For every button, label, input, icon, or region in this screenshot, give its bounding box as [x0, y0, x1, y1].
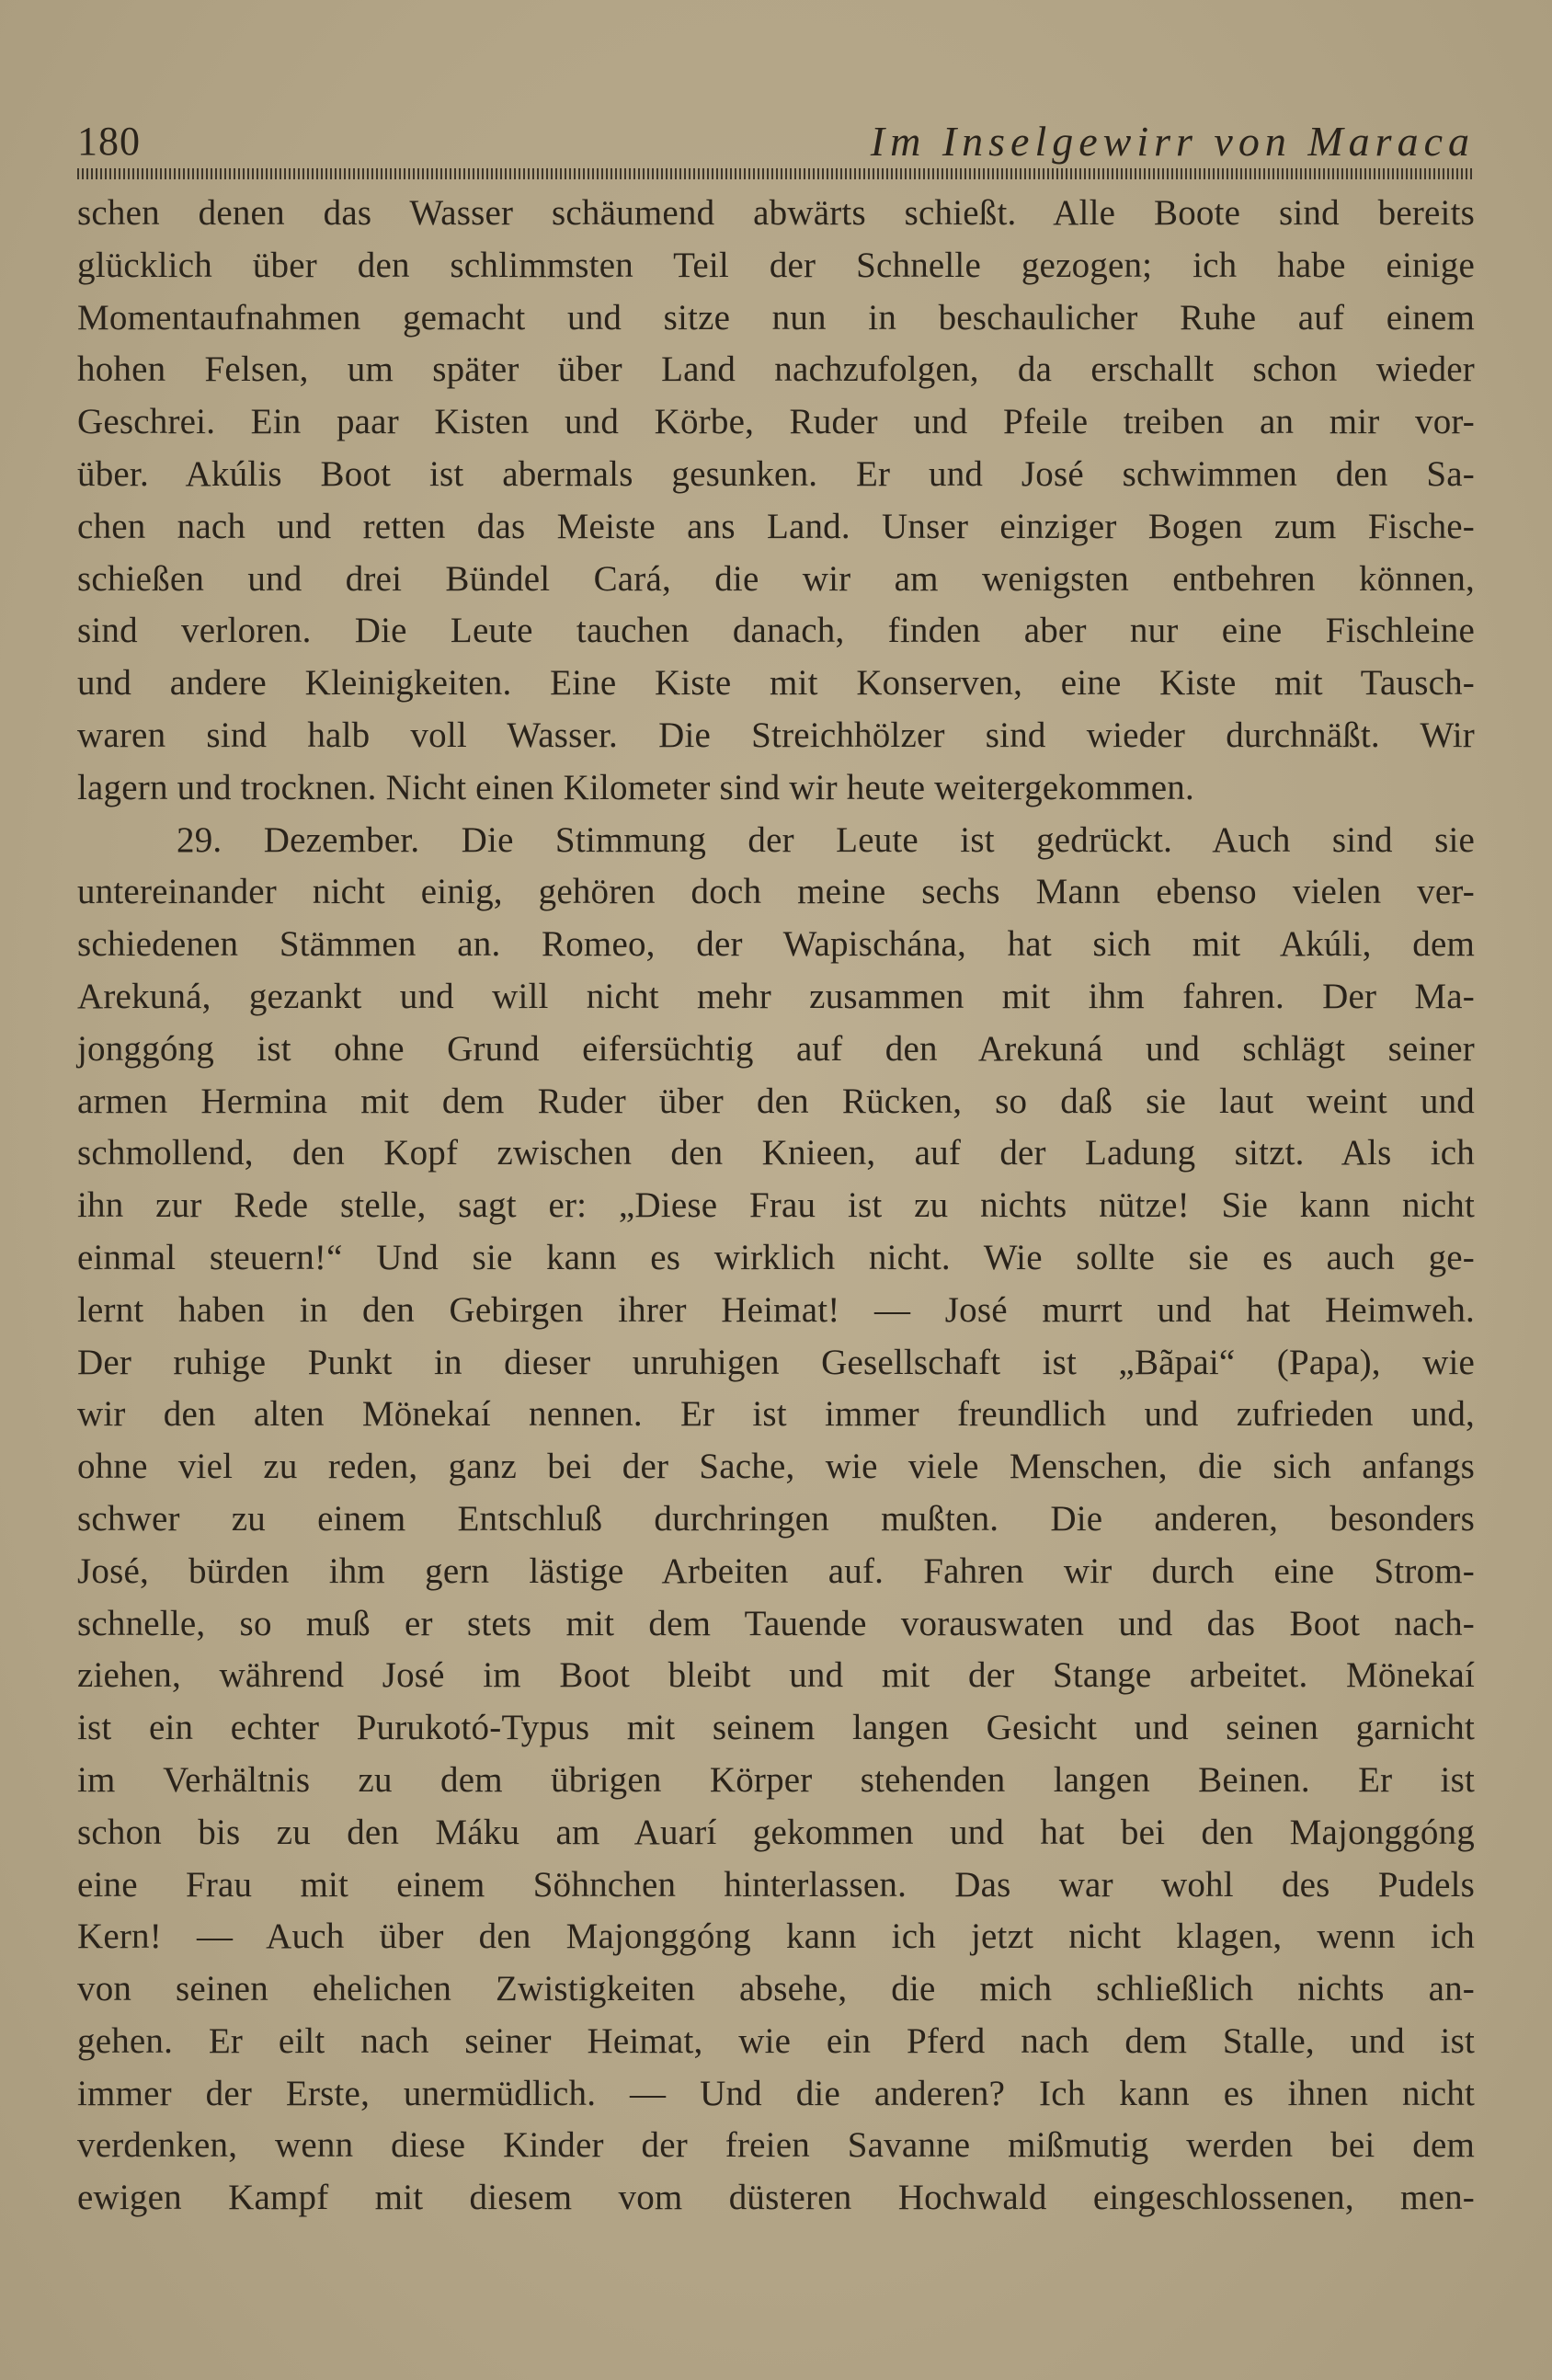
text-line: lernt haben in den Gebirgen ihrer Heimat! — José murrt und hat Heimweh. [77, 1289, 1475, 1330]
text-line: jonggóng ist ohne Grund eifersüchtig auf den Arekuná und schlägt seiner [77, 1028, 1475, 1069]
text-line: schmollend, den Kopf zwischen den Knieen, auf der Ladung sitzt. Als ich [77, 1133, 1475, 1173]
text-line: gehen. Er eilt nach seiner Heimat, wie ein Pferd nach dem Stalle, und ist [77, 2020, 1475, 2061]
text-line: Der ruhige Punkt in dieser unruhigen Gesellschaft ist „Bãpai“ (Papa), wie [77, 1342, 1475, 1382]
header-rule [77, 168, 1475, 179]
text-line: ihn zur Rede stelle, sagt er: „Diese Frau ist zu nichts nütze! Sie kann nicht [77, 1185, 1475, 1226]
body-text [77, 188, 1475, 2248]
text-line: armen Hermina mit dem Ruder über den Rücken, so daß sie laut weint und [77, 1081, 1475, 1121]
text-line: wir den alten Mönekaí nennen. Er ist immer freundlich und zufrieden und, [77, 1394, 1475, 1435]
text-line: ewigen Kampf mit diesem vom düsteren Hochwald eingeschlossenen, men- [77, 2178, 1475, 2218]
text-line: schon bis zu den Máku am Auarí gekommen und hat bei den Majonggóng [77, 1812, 1475, 1852]
text-line: im Verhältnis zu dem übrigen Körper stehenden langen Beinen. Er ist [77, 1759, 1475, 1800]
text-line: schwer zu einem Entschluß durchringen mußten. Die anderen, besonders [77, 1498, 1475, 1539]
text-line: Kern! — Auch über den Majonggóng kann ich jetzt nicht klagen, wenn ich [77, 1917, 1475, 1957]
text-line: ziehen, während José im Boot bleibt und mit der Stange arbeitet. Mönekaí [77, 1655, 1475, 1696]
text-line: und andere Kleinigkeiten. Eine Kiste mit Konserven, eine Kiste mit Tausch- [77, 663, 1475, 704]
text-line: von seinen ehelichen Zwistigkeiten absehe, die mich schließlich nichts an- [77, 1969, 1475, 2009]
text-line: glücklich über den schlimmsten Teil der Schnelle gezogen; ich habe einige [77, 245, 1475, 285]
page-header [77, 114, 1475, 169]
text-line: schießen und drei Bündel Cará, die wir am wenigsten entbehren können, [77, 558, 1475, 599]
text-line: 29. Dezember. Die Stimmung der Leute ist gedrückt. Auch sind sie [177, 819, 1475, 860]
page-number: 180 [77, 119, 141, 164]
text-line: schnelle, so muß er stets mit dem Tauende vorauswaten und das Boot nach- [77, 1603, 1475, 1643]
text-line: eine Frau mit einem Söhnchen hinterlassen. Das war wohl des Pudels [77, 1864, 1475, 1905]
running-title: Im Inselgewirr von Maraca [870, 118, 1475, 165]
text-line: über. Akúlis Boot ist abermals gesunken. Er und José schwimmen den Sa- [77, 453, 1475, 494]
text-line: José, bürden ihm gern lästige Arbeiten auf. Fahren wir durch eine Strom- [77, 1550, 1475, 1591]
text-line: chen nach und retten das Meiste ans Land. Unser einziger Bogen zum Fische- [77, 506, 1475, 546]
text-line: hohen Felsen, um später über Land nachzufolgen, da erschallt schon wieder [77, 349, 1475, 390]
text-line: lagern und trocknen. Nicht einen Kilometer sind wir heute weitergekommen. [77, 767, 1194, 807]
text-line: ist ein echter Purukotó-Typus mit seinem langen Gesicht und seinen garnicht [77, 1708, 1475, 1748]
text-line: Arekuná, gezankt und will nicht mehr zusammen mit ihm fahren. Der Ma- [77, 976, 1475, 1016]
text-line: schiedenen Stämmen an. Romeo, der Wapischána, hat sich mit Akúli, dem [77, 924, 1475, 965]
text-line: Momentaufnahmen gemacht und sitze nun in beschaulicher Ruhe auf einem [77, 297, 1475, 338]
text-line: ohne viel zu reden, ganz bei der Sache, wie viele Menschen, die sich anfangs [77, 1447, 1475, 1487]
text-line: untereinander nicht einig, gehören doch meine sechs Mann ebenso vielen ver- [77, 872, 1475, 912]
text-line: schen denen das Wasser schäumend abwärts schießt. Alle Boote sind bereits [77, 193, 1475, 233]
text-line: verdenken, wenn diese Kinder der freien Savanne mißmutig werden bei dem [77, 2125, 1475, 2166]
text-line: sind verloren. Die Leute tauchen danach, finden aber nur eine Fischleine [77, 611, 1475, 651]
text-line: Geschrei. Ein paar Kisten und Körbe, Ruder und Pfeile treiben an mir vor- [77, 402, 1475, 442]
text-line: waren sind halb voll Wasser. Die Streichhölzer sind wieder durchnäßt. Wir [77, 715, 1475, 755]
text-line: immer der Erste, unermüdlich. — Und die anderen? Ich kann es ihnen nicht [77, 2073, 1475, 2113]
text-line: einmal steuern!“ Und sie kann es wirklich nicht. Wie sollte sie es auch ge- [77, 1237, 1475, 1277]
